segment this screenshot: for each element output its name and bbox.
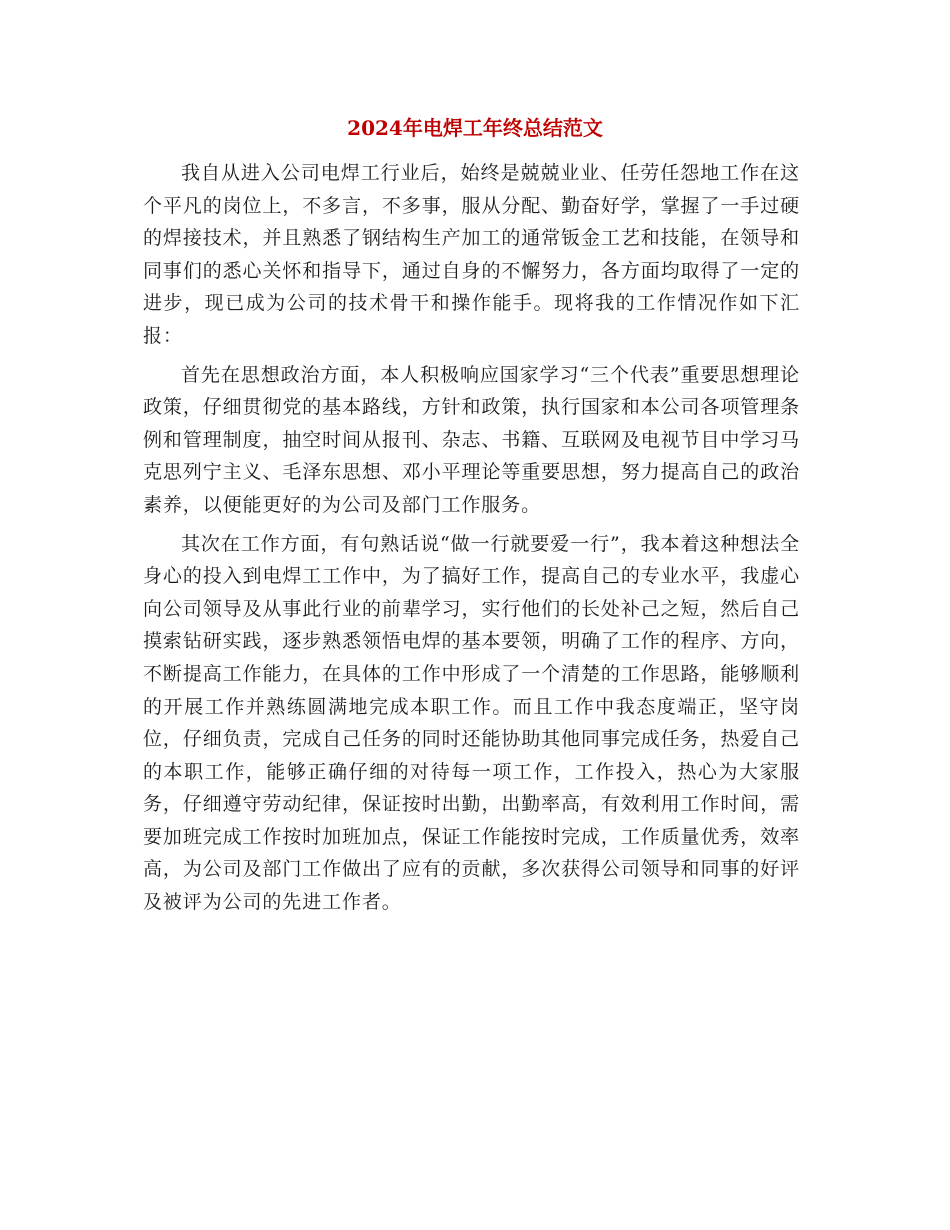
- paragraph-political: 首先在思想政治方面，本人积极响应国家学习“三个代表”重要思想理论政策，仔细贯彻党的基本路线，方针和政策，执行国家和本公司各项管理条例和管理制度，抽空时间从报刊、杂志、书籍、互联网及电视节目中学习马克思列宁主义、毛泽东思想、邓小平理论等重要思想，努力提高自己的政治素养，以便能更好的为公司及部门工作服务。: [143, 363, 800, 516]
- paragraph-intro: 我自从进入公司电焊工行业后，始终是兢兢业业、任劳任怨地工作在这个平凡的岗位上，不多言，不多事，服从分配、勤奋好学，掌握了一手过硬的焊接技术，并且熟悉了钢结构生产加工的通常钣金工艺和技能，在领导和同事们的悉心关怀和指导下，通过自身的不懈努力，各方面均取得了一定的进步，现已成为公司的技术骨干和操作能手。现将我的工作情况作如下汇报：: [143, 162, 800, 347]
- document-body: [143, 157, 800, 925]
- document-title: 2024年电焊工年终总结范文: [347, 116, 603, 140]
- paragraph-work: 其次在工作方面，有句熟话说“做一行就要爱一行”，我本着这种想法全身心的投入到电焊工工作中，为了搞好工作，提高自己的专业水平，我虚心向公司领导及从事此行业的前辈学习，实行他们的长处补己之短，然后自己摸索钻研实践，逐步熟悉领悟电焊的基本要领，明确了工作的程序、方向，不断提高工作能力，在具体的工作中形成了一个清楚的工作思路，能够顺利的开展工作并熟练圆满地完成本职工作。而且工作中我态度端正，坚守岗位，仔细负责，完成自己任务的同时还能协助其他同事完成任务，热爱自己的本职工作，能够正确仔细的对待每一项工作，工作投入，热心为大家服务，仔细遵守劳动纪律，保证按时出勤，出勤率高，有效利用工作时间，需要加班完成工作按时加班加点，保证工作能按时完成，工作质量优秀，效率高，为公司及部门工作做出了应有的贡献，多次获得公司领导和同事的好评及被评为公司的先进工作者。: [143, 532, 800, 914]
